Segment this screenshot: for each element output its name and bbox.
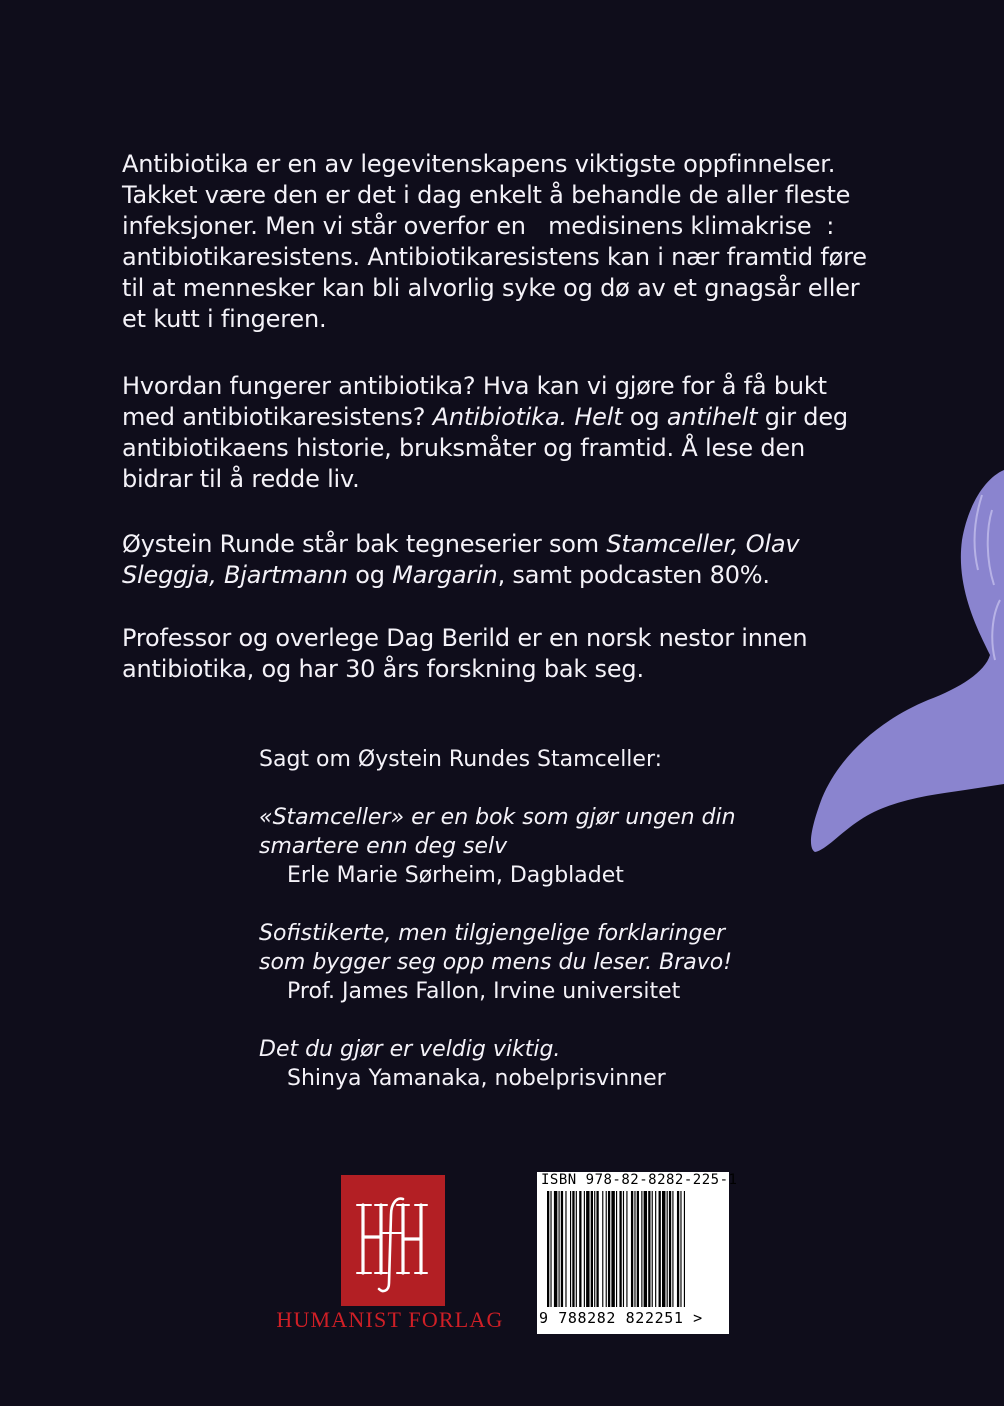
barcode-bar (652, 1191, 653, 1307)
isbn-digits: 9 788282 822251 > (539, 1309, 703, 1327)
barcode-bar (644, 1191, 647, 1307)
barcode-bar (608, 1191, 610, 1307)
barcode-bar (662, 1191, 665, 1307)
barcode-bar (611, 1191, 614, 1307)
barcode-bar (641, 1191, 642, 1307)
review-item (259, 1035, 879, 1093)
barcode-bar (684, 1191, 685, 1307)
isbn-barcode (537, 1172, 738, 1334)
barcode-bar (634, 1191, 635, 1307)
barcode-bar (584, 1191, 585, 1307)
barcode-bar (586, 1191, 589, 1307)
review-attribution: Prof. James Fallon, Irvine universitet (287, 979, 681, 1004)
description-paragraph-2 (122, 371, 882, 495)
review-quote: «Stamceller» er en bok som gjør ungen din (259, 805, 736, 830)
review-quote: Sofistikerte, men tilgjengelige forklaringer (259, 921, 726, 946)
description-paragraph-1 (122, 149, 882, 335)
book-title: Margarin (392, 561, 498, 589)
barcode-bar (631, 1191, 633, 1307)
text-line: Hvordan fungerer antibiotika? Hva kan vi gjøre for å få bukt (122, 372, 827, 400)
text-line (122, 530, 799, 558)
review-item (259, 803, 879, 890)
review-item (259, 919, 879, 1006)
barcode-bar (637, 1191, 639, 1307)
barcode-bar (565, 1191, 566, 1307)
barcode-bar (672, 1191, 673, 1307)
text-line: antibiotikaens historie, bruksmåter og framtid. Å lese den (122, 434, 805, 462)
text-line: Takket være den er det i dag enkelt å behandle de aller fleste (122, 181, 851, 209)
text-line: et kutt i fingeren. (122, 305, 327, 333)
barcode-bar (669, 1191, 671, 1307)
text-line: infeksjoner. Men vi står overfor en medisinens klimakrise : (122, 212, 835, 240)
barcode-bar (667, 1191, 668, 1307)
text-segment: og (347, 561, 393, 589)
text-segment: , samt podcasten 80%. (497, 561, 770, 589)
description-paragraph-4 (122, 623, 882, 685)
description-paragraph-3 (122, 529, 882, 591)
barcode-bar (591, 1191, 593, 1307)
text-line: antibiotikaresistens. Antibiotikaresistens kan i nær framtid føre (122, 243, 867, 271)
publisher-logo (341, 1175, 445, 1306)
review-quote: som bygger seg opp mens du leser. Bravo! (259, 950, 733, 975)
review-attribution: Shinya Yamanaka, nobelprisvinner (287, 1066, 666, 1091)
barcode-bar (616, 1191, 617, 1307)
barcode-bar (594, 1191, 595, 1307)
book-title: antihelt (666, 403, 758, 431)
barcode-bar (659, 1191, 661, 1307)
barcode-bar (579, 1191, 581, 1307)
barcode-bar (550, 1191, 551, 1307)
barcode-bar (648, 1191, 650, 1307)
barcode-bars (547, 1191, 719, 1307)
barcode-bar (680, 1191, 681, 1307)
reviews-heading: Sagt om Øystein Rundes Stamceller: (259, 747, 663, 772)
barcode-bar (655, 1191, 656, 1307)
text-line: Antibiotika er en av legevitenskapens viktigste oppfinnelser. (122, 150, 836, 178)
book-title: Sleggja, Bjartmann (122, 561, 348, 589)
barcode-bar (572, 1191, 574, 1307)
barcode-bar (606, 1191, 607, 1307)
text-line: antibiotika, og har 30 års forskning bak seg. (122, 655, 644, 683)
hfh-monogram-icon (341, 1175, 445, 1306)
barcode-bar (596, 1191, 598, 1307)
barcode-bar (602, 1191, 603, 1307)
publisher-name: HUMANIST FORLAG (276, 1307, 504, 1332)
isbn-label: ISBN 978-82-8282-225-1 (541, 1172, 738, 1188)
text-line (122, 561, 770, 589)
barcode-bar (570, 1191, 571, 1307)
text-line: til at mennesker kan bli alvorlig syke og dø av et gnagsår eller (122, 274, 860, 302)
reviews-section (259, 745, 879, 1122)
text-segment: og (622, 403, 667, 431)
barcode-bar (677, 1191, 679, 1307)
book-title: Stamceller, Olav (606, 530, 800, 558)
text-segment: gir deg (757, 403, 848, 431)
review-quote: smartere enn deg selv (259, 834, 508, 859)
text-line: bidrar til å redde liv. (122, 465, 360, 493)
barcode-bar (554, 1191, 557, 1307)
barcode-bar (623, 1191, 624, 1307)
review-quote: Det du gjør er veldig viktig. (259, 1037, 561, 1062)
text-segment: med antibiotikaresistens? (122, 403, 433, 431)
text-line (122, 403, 848, 431)
barcode-bar (561, 1191, 563, 1307)
review-attribution: Erle Marie Sørheim, Dagbladet (287, 863, 624, 888)
book-title: Antibiotika. Helt (432, 403, 623, 431)
text-line: Professor og overlege Dag Berild er en norsk nestor innen (122, 624, 808, 652)
barcode-bar (559, 1191, 560, 1307)
barcode-bar (619, 1191, 621, 1307)
text-segment: Øystein Runde står bak tegneserier som (122, 530, 607, 558)
barcode-bar (626, 1191, 627, 1307)
barcode-bar (576, 1191, 577, 1307)
barcode-bar (547, 1191, 549, 1307)
